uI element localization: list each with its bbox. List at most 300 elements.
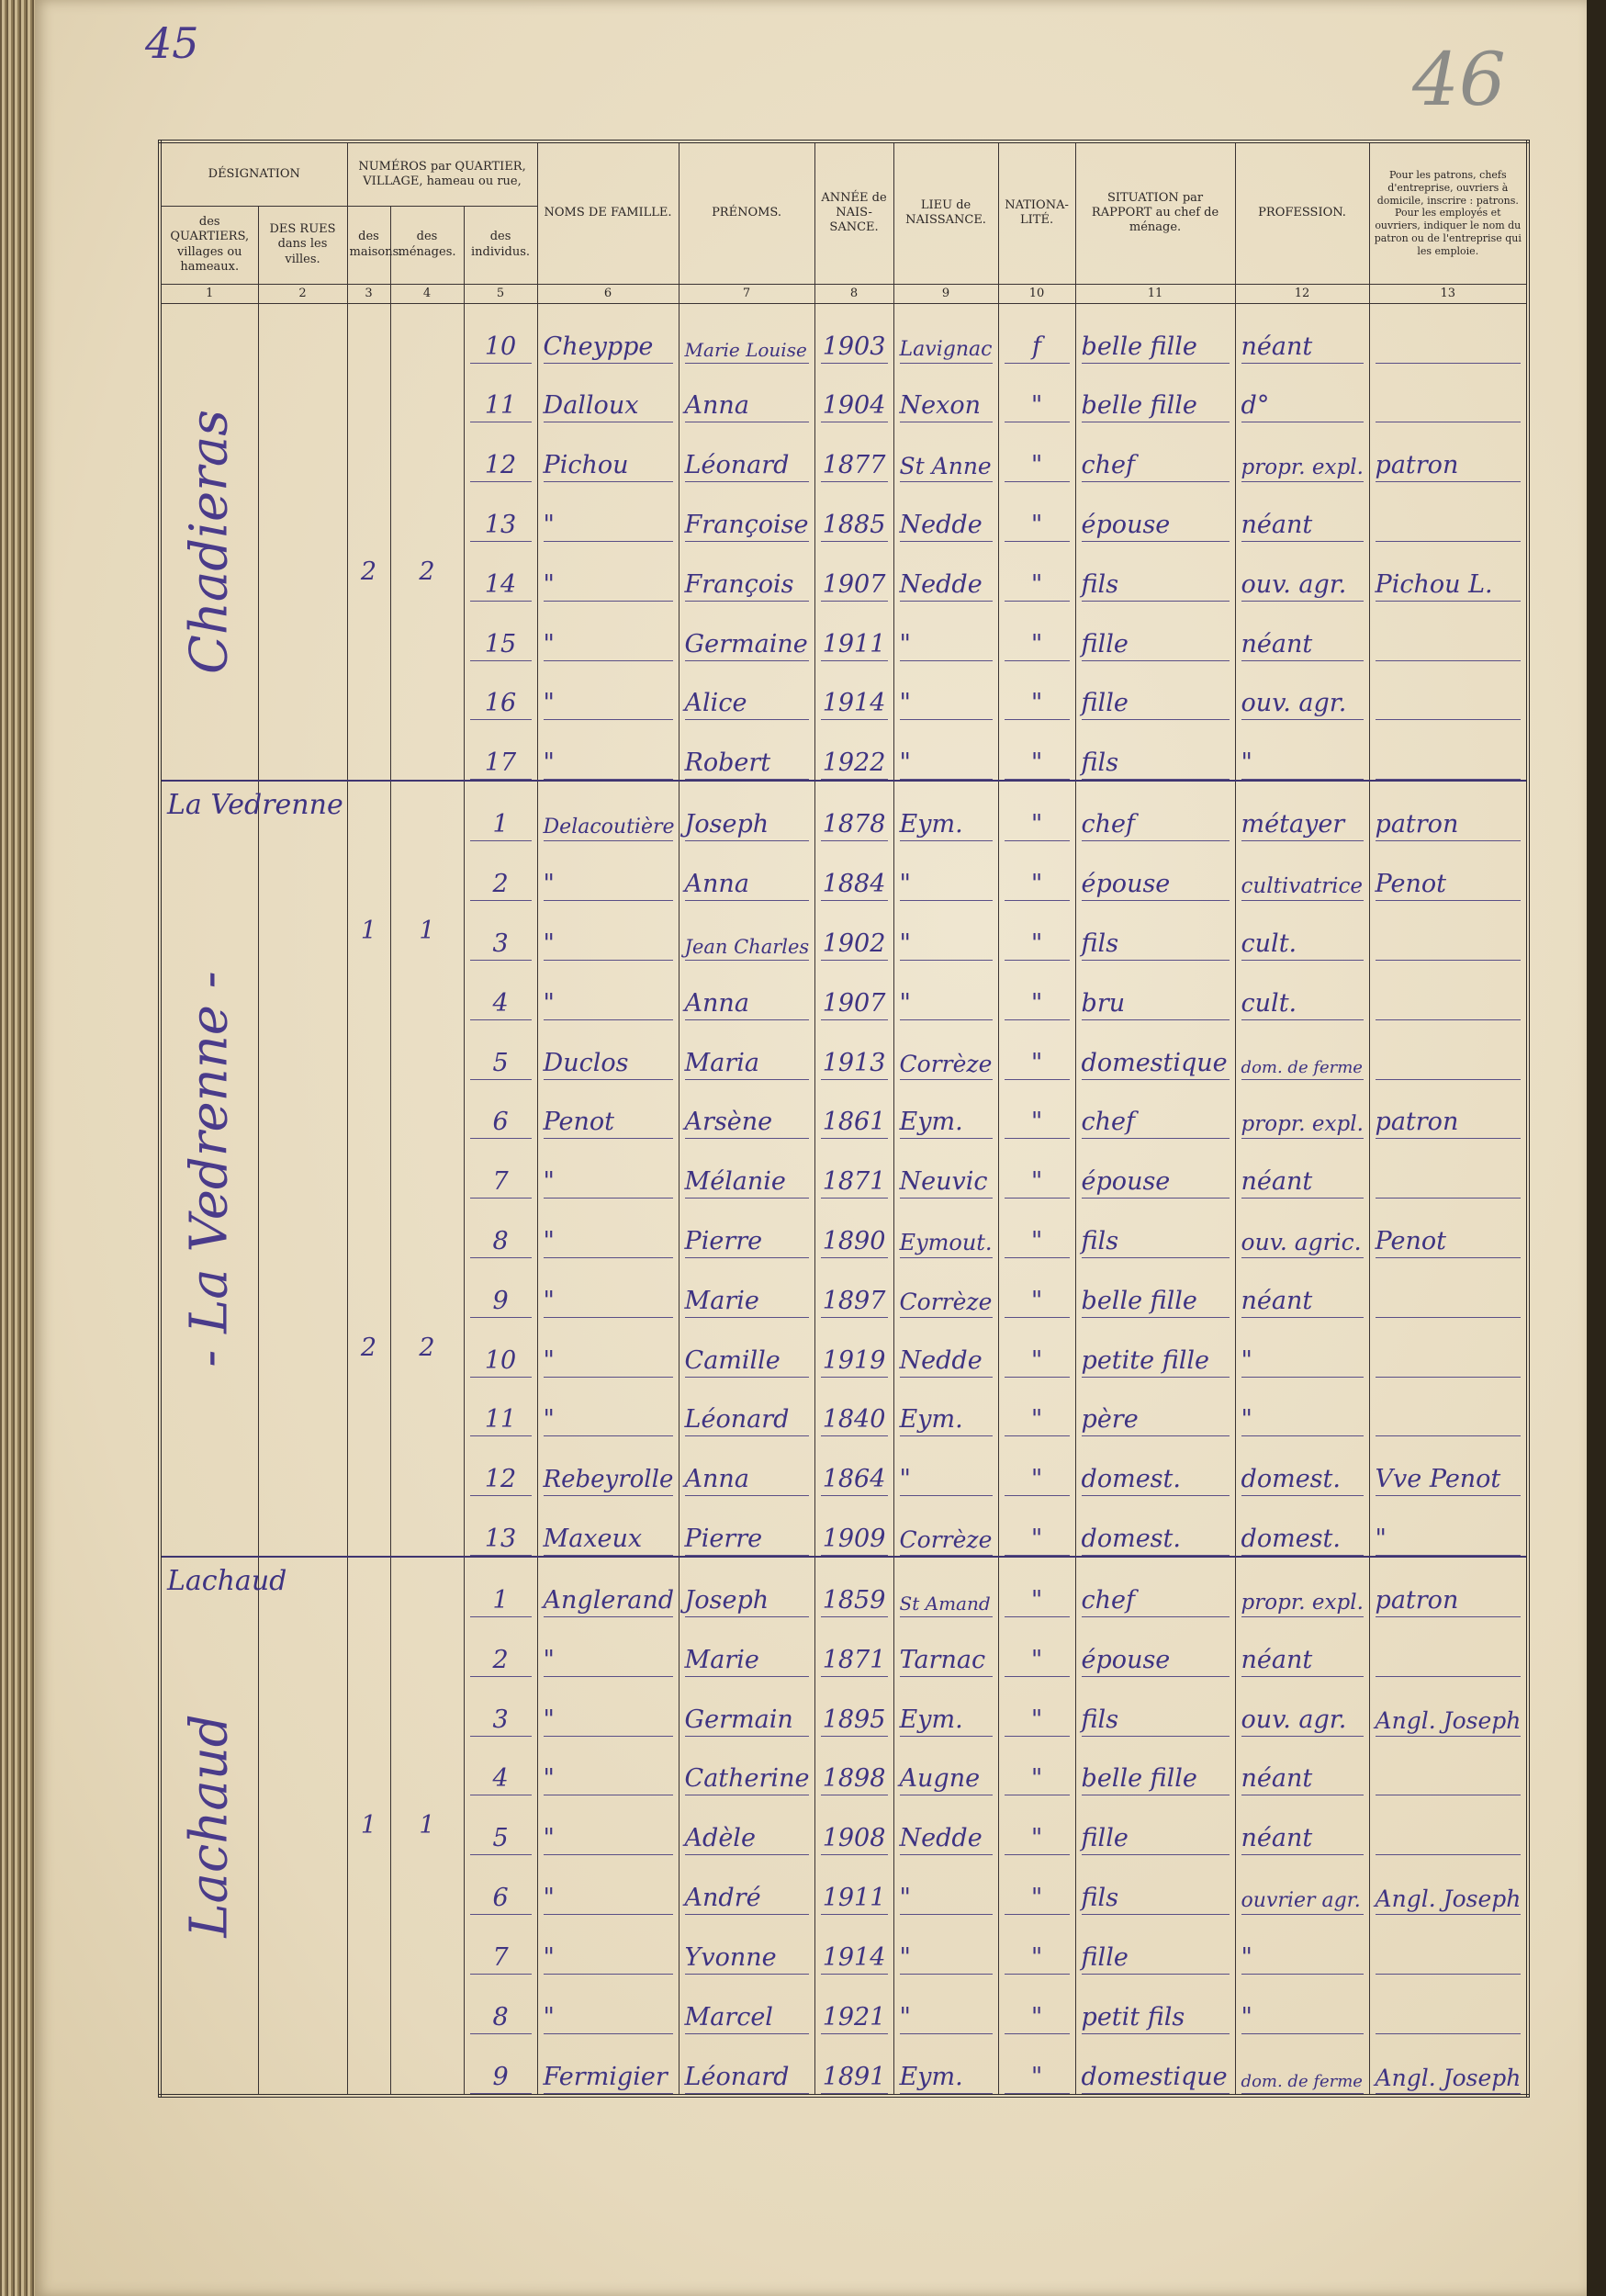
cell-annee [814,781,893,841]
cell-prenom-text: Yvonne [685,1943,809,1975]
cell-annee-text: 1922 [821,748,888,780]
cell-nom-text: " [544,1405,673,1436]
cell-nom-text: " [544,870,673,901]
cell-lieu [893,1258,998,1318]
cell-maison [347,1258,390,1318]
cell-prenom [679,1795,814,1855]
cell-nat [998,1436,1075,1496]
cell-lieu [893,1795,998,1855]
cell-annee-text: 1914 [821,689,888,720]
cell-patron [1369,1318,1528,1378]
cell-profession [1235,1855,1369,1915]
cell-num [464,482,537,542]
cell-nom-text: Maxeux [544,1525,673,1556]
cell-prenom-text: Marcel [685,2003,809,2034]
cell-nat-text: " [1005,630,1070,661]
cell-patron [1369,1795,1528,1855]
table-row [160,961,1528,1020]
cell-prenom [679,482,814,542]
cell-profession-text: néant [1241,630,1364,661]
cell-patron [1369,1080,1528,1140]
col-number: 7 [679,284,814,303]
cell-maison [347,1496,390,1557]
cell-prenom [679,602,814,661]
cell-lieu-text: Eym. [900,1705,993,1737]
cell-rues [258,1915,347,1975]
table-row [160,1020,1528,1080]
cell-nom [537,1139,679,1199]
cell-profession-text: domest. [1241,1525,1364,1556]
cell-situation-text: domestique [1082,2063,1230,2094]
cell-profession-text: propr. expl. [1241,456,1364,482]
cell-nom-text: " [544,1227,673,1258]
cell-maison [347,1199,390,1258]
cell-prenom [679,1080,814,1140]
cell-profession [1235,961,1369,1020]
cell-annee-text: 1904 [821,391,888,422]
cell-lieu-text: " [900,689,993,720]
cell-lieu-text: Corrèze [900,1526,993,1556]
cell-maison [347,1557,390,1617]
cell-situation [1075,1318,1235,1378]
cell-annee-text: 1911 [821,1884,888,1915]
table-row [160,661,1528,721]
cell-lieu [893,602,998,661]
table-row [160,364,1528,423]
hamlet-vertical-label: Lachaud [179,1714,240,1938]
cell-profession-text: propr. expl. [1241,1591,1364,1617]
cell-annee [814,1199,893,1258]
cell-situation [1075,1139,1235,1199]
cell-profession [1235,602,1369,661]
cell-nom [537,2034,679,2096]
cell-nat [998,1975,1075,2034]
cell-profession [1235,901,1369,961]
cell-menage [390,1436,464,1496]
cell-lieu [893,720,998,781]
cell-annee [814,1617,893,1677]
cell-patron-text: patron [1376,1108,1522,1139]
cell-maison [347,1139,390,1199]
cell-annee [814,1496,893,1557]
cell-annee-text: 1902 [821,929,888,961]
table-row [160,1557,1528,1617]
cell-num [464,841,537,901]
cell-profession [1235,422,1369,482]
cell-profession-text: dom. de ferme [1241,2072,1364,2094]
cell-nat-text: " [1005,511,1070,542]
cell-num [464,422,537,482]
cell-nom [537,1677,679,1737]
cell-nom [537,1737,679,1796]
cell-profession-text: néant [1241,1824,1364,1855]
cell-nat [998,1139,1075,1199]
cell-situation-text: chef [1082,810,1230,841]
cell-patron [1369,1139,1528,1199]
cell-lieu [893,1199,998,1258]
cell-lieu [893,422,998,482]
cell-situation-text: fils [1082,1227,1230,1258]
cell-lieu [893,364,998,423]
cell-profession-text: cult. [1241,989,1364,1020]
cell-nom-text: Rebeyrolle [544,1466,673,1496]
cell-prenom [679,1139,814,1199]
cell-num [464,542,537,602]
cell-patron [1369,901,1528,961]
header-maisons: des maisons. [347,206,390,284]
table-row [160,1318,1528,1378]
cell-patron [1369,781,1528,841]
cell-nom-text: Delacoutière [544,816,673,841]
cell-nat [998,602,1075,661]
cell-nat-text: " [1005,1824,1070,1855]
cell-annee-text: 1859 [821,1586,888,1617]
cell-menage-text: 1 [419,916,435,945]
cell-num-text: 11 [470,1405,532,1436]
cell-lieu [893,841,998,901]
cell-prenom-text: Germaine [685,630,809,661]
cell-num [464,1855,537,1915]
cell-menage [390,901,464,961]
cell-lieu-text: Eym. [900,1108,993,1139]
cell-num-text: 7 [470,1943,532,1975]
cell-lieu-text: Eym. [900,2063,993,2094]
cell-situation [1075,1795,1235,1855]
cell-menage [390,2034,464,2096]
cell-situation [1075,1020,1235,1080]
header-prenoms: PRÉNOMS. [679,141,814,284]
cell-profession [1235,1496,1369,1557]
cell-profession [1235,1139,1369,1199]
hamlet-heading: Lachaud [167,1565,287,1598]
cell-nom [537,364,679,423]
cell-prenom-text: Maria [685,1049,809,1080]
cell-nat [998,901,1075,961]
cell-patron-text: Pichou L. [1376,570,1522,602]
cell-num-text: 4 [470,989,532,1020]
header-noms: NOMS DE FAMILLE. [537,141,679,284]
cell-lieu [893,1496,998,1557]
cell-situation [1075,720,1235,781]
cell-num-text: 12 [470,451,532,482]
cell-profession-text: dom. de ferme [1241,1058,1364,1080]
cell-situation [1075,1258,1235,1318]
cell-profession-text: cult. [1241,929,1364,961]
cell-num [464,1080,537,1140]
hamlet-heading: La Vedrenne [167,789,343,822]
cell-prenom-text: Anna [685,1465,809,1496]
cell-num-text: 5 [470,1824,532,1855]
table-row [160,1080,1528,1140]
cell-nat [998,1080,1075,1140]
cell-num [464,1617,537,1677]
cell-situation [1075,841,1235,901]
cell-nat [998,1737,1075,1796]
table-row [160,1737,1528,1796]
cell-menage [390,1855,464,1915]
cell-patron [1369,1557,1528,1617]
cell-profession [1235,1795,1369,1855]
cell-lieu-text: Nedde [900,1824,993,1855]
col-number: 13 [1369,284,1528,303]
cell-situation-text: fils [1082,1884,1230,1915]
cell-prenom-text: Léonard [685,451,809,482]
table-row [160,841,1528,901]
cell-prenom [679,1020,814,1080]
cell-patron-text: Penot [1376,1227,1522,1258]
cell-nom-text: " [544,989,673,1020]
cell-patron [1369,1199,1528,1258]
cell-maison-text: 2 [360,1333,377,1362]
cell-lieu [893,781,998,841]
cell-situation [1075,303,1235,363]
cell-menage [390,1378,464,1437]
cell-num [464,1436,537,1496]
cell-nat-text: " [1005,1346,1070,1378]
cell-lieu-text: Corrèze [900,1051,993,1080]
table-row [160,303,1528,363]
cell-profession [1235,1318,1369,1378]
cell-nom-text: Pichou [544,451,673,482]
cell-num-text: 1 [470,1586,532,1617]
cell-prenom-text: Léonard [685,2063,809,2094]
cell-num-text: 6 [470,1108,532,1139]
cell-lieu-text: Eym. [900,1405,993,1436]
cell-prenom [679,720,814,781]
cell-maison [347,961,390,1020]
cell-nat [998,364,1075,423]
cell-rues [258,602,347,661]
cell-situation-text: épouse [1082,511,1230,542]
cell-annee-text: 1903 [821,332,888,364]
cell-prenom [679,1617,814,1677]
cell-rues [258,661,347,721]
cell-profession-text: ouv. agric. [1241,1229,1364,1258]
cell-profession-text: " [1241,1943,1364,1975]
cell-annee [814,1080,893,1140]
cell-nat [998,1677,1075,1737]
cell-maison [347,901,390,961]
col-number: 12 [1235,284,1369,303]
cell-maison [347,781,390,841]
cell-situation-text: belle fille [1082,391,1230,422]
cell-profession-text: néant [1241,1287,1364,1318]
cell-prenom-text: Anna [685,989,809,1020]
cell-num [464,1737,537,1796]
cell-situation-text: fils [1082,929,1230,961]
cell-num-text: 3 [470,1705,532,1737]
cell-lieu-text: " [900,748,993,780]
cell-num [464,1199,537,1258]
cell-nat-text: " [1005,1884,1070,1915]
cell-num-text: 4 [470,1764,532,1795]
cell-nat-text: " [1005,570,1070,602]
cell-rues [258,1975,347,2034]
cell-nom-text: Fermigier [544,2063,673,2094]
cell-situation-text: petit fils [1082,2003,1230,2034]
cell-nom [537,961,679,1020]
cell-nom-text: " [544,748,673,780]
cell-maison [347,1795,390,1855]
col-number: 9 [893,284,998,303]
cell-nom-text: " [544,1943,673,1975]
table-header [160,141,1528,303]
cell-prenom-text: Pierre [685,1525,809,1556]
cell-annee-text: 1878 [821,810,888,841]
cell-num [464,1557,537,1617]
cell-annee-text: 1885 [821,511,888,542]
cell-patron [1369,720,1528,781]
cell-profession-text: métayer [1241,810,1364,841]
cell-patron [1369,602,1528,661]
cell-menage [390,303,464,363]
cell-nom-text: Dalloux [544,391,673,422]
cell-situation [1075,781,1235,841]
cell-annee-text: 1861 [821,1108,888,1139]
cell-num [464,1496,537,1557]
cell-num [464,364,537,423]
cell-nom-text: " [544,929,673,961]
table-row [160,1677,1528,1737]
cell-annee-text: 1897 [821,1287,888,1318]
cell-nat [998,1020,1075,1080]
cell-nom-text: " [544,1346,673,1378]
cell-profession [1235,1975,1369,2034]
cell-annee-text: 1884 [821,870,888,901]
cell-patron [1369,661,1528,721]
cell-annee-text: 1840 [821,1405,888,1436]
cell-nom-text: " [544,1646,673,1677]
cell-annee [814,961,893,1020]
header-menages: des ménages. [390,206,464,284]
cell-lieu-text: Neuvic [900,1167,993,1199]
cell-rues [258,1378,347,1437]
census-table [158,140,1530,2098]
table-row [160,1617,1528,1677]
cell-annee [814,2034,893,2096]
cell-num [464,1318,537,1378]
cell-lieu [893,303,998,363]
cell-annee-text: 1921 [821,2003,888,2034]
cell-menage [390,1557,464,1617]
cell-num [464,1677,537,1737]
cell-nat [998,303,1075,363]
cell-annee [814,1737,893,1796]
cell-num [464,1378,537,1437]
cell-annee [814,720,893,781]
cell-num-text: 17 [470,748,532,780]
cell-patron [1369,364,1528,423]
cell-profession-text: " [1241,748,1364,780]
cell-menage [390,1199,464,1258]
cell-rues [258,542,347,602]
cell-profession-text: d° [1241,391,1364,422]
cell-nat-text: " [1005,2003,1070,2034]
cell-annee [814,1975,893,2034]
cell-nat-text: " [1005,689,1070,720]
cell-patron [1369,961,1528,1020]
cell-num-text: 13 [470,1525,532,1556]
cell-annee-text: 1891 [821,2063,888,2094]
cell-menage [390,1975,464,2034]
cell-num-text: 12 [470,1465,532,1496]
cell-prenom [679,1975,814,2034]
cell-lieu-text: Lavignac [900,338,993,364]
cell-profession [1235,661,1369,721]
cell-profession [1235,1737,1369,1796]
cell-menage [390,482,464,542]
table-row [160,1436,1528,1496]
cell-prenom [679,364,814,423]
cell-annee-text: 1898 [821,1764,888,1795]
hamlet-cell [160,1557,287,2096]
cell-nom-text: Cheyppe [544,332,673,364]
cell-nat [998,1915,1075,1975]
cell-nat [998,661,1075,721]
cell-patron [1369,1020,1528,1080]
cell-profession-text: néant [1241,1646,1364,1677]
cell-nat [998,1855,1075,1915]
cell-maison [347,602,390,661]
cell-profession [1235,303,1369,363]
cell-lieu-text: " [900,2003,993,2034]
cell-profession [1235,364,1369,423]
cell-profession [1235,1677,1369,1737]
cell-patron [1369,2034,1528,2096]
cell-profession-text: néant [1241,511,1364,542]
cell-prenom [679,1258,814,1318]
cell-nat [998,1199,1075,1258]
cell-prenom-text: Marie Louise [685,339,809,364]
cell-nat-text: " [1005,1227,1070,1258]
cell-prenom-text: Arsène [685,1108,809,1139]
cell-menage [390,1080,464,1140]
cell-nat-text: " [1005,929,1070,961]
cell-num-text: 6 [470,1884,532,1915]
book-binding-edge [0,0,35,2296]
cell-rues [258,1139,347,1199]
cell-annee [814,1855,893,1915]
cell-nom [537,1855,679,1915]
cell-prenom-text: Mélanie [685,1167,809,1199]
cell-annee-text: 1907 [821,989,888,1020]
cell-maison [347,1080,390,1140]
table-row [160,602,1528,661]
cell-lieu-text: Tarnac [900,1646,993,1677]
cell-annee-text: 1914 [821,1943,888,1975]
cell-situation-text: fils [1082,748,1230,780]
cell-profession [1235,1557,1369,1617]
cell-prenom-text: Françoise [685,511,809,542]
cell-num [464,961,537,1020]
cell-num-text: 16 [470,689,532,720]
cell-maison [347,1677,390,1737]
cell-menage-text: 2 [419,557,435,586]
cell-patron [1369,841,1528,901]
cell-prenom [679,303,814,363]
cell-lieu-text: Nedde [900,511,993,542]
cell-lieu [893,1975,998,2034]
cell-prenom-text: Camille [685,1346,809,1378]
cell-nom-text: " [544,689,673,720]
cell-nom-text: " [544,511,673,542]
table-row [160,1795,1528,1855]
cell-num-text: 11 [470,391,532,422]
cell-situation-text: fille [1082,630,1230,661]
cell-prenom-text: André [685,1884,809,1915]
cell-annee-text: 1871 [821,1167,888,1199]
cell-situation-text: domestique [1082,1049,1230,1080]
